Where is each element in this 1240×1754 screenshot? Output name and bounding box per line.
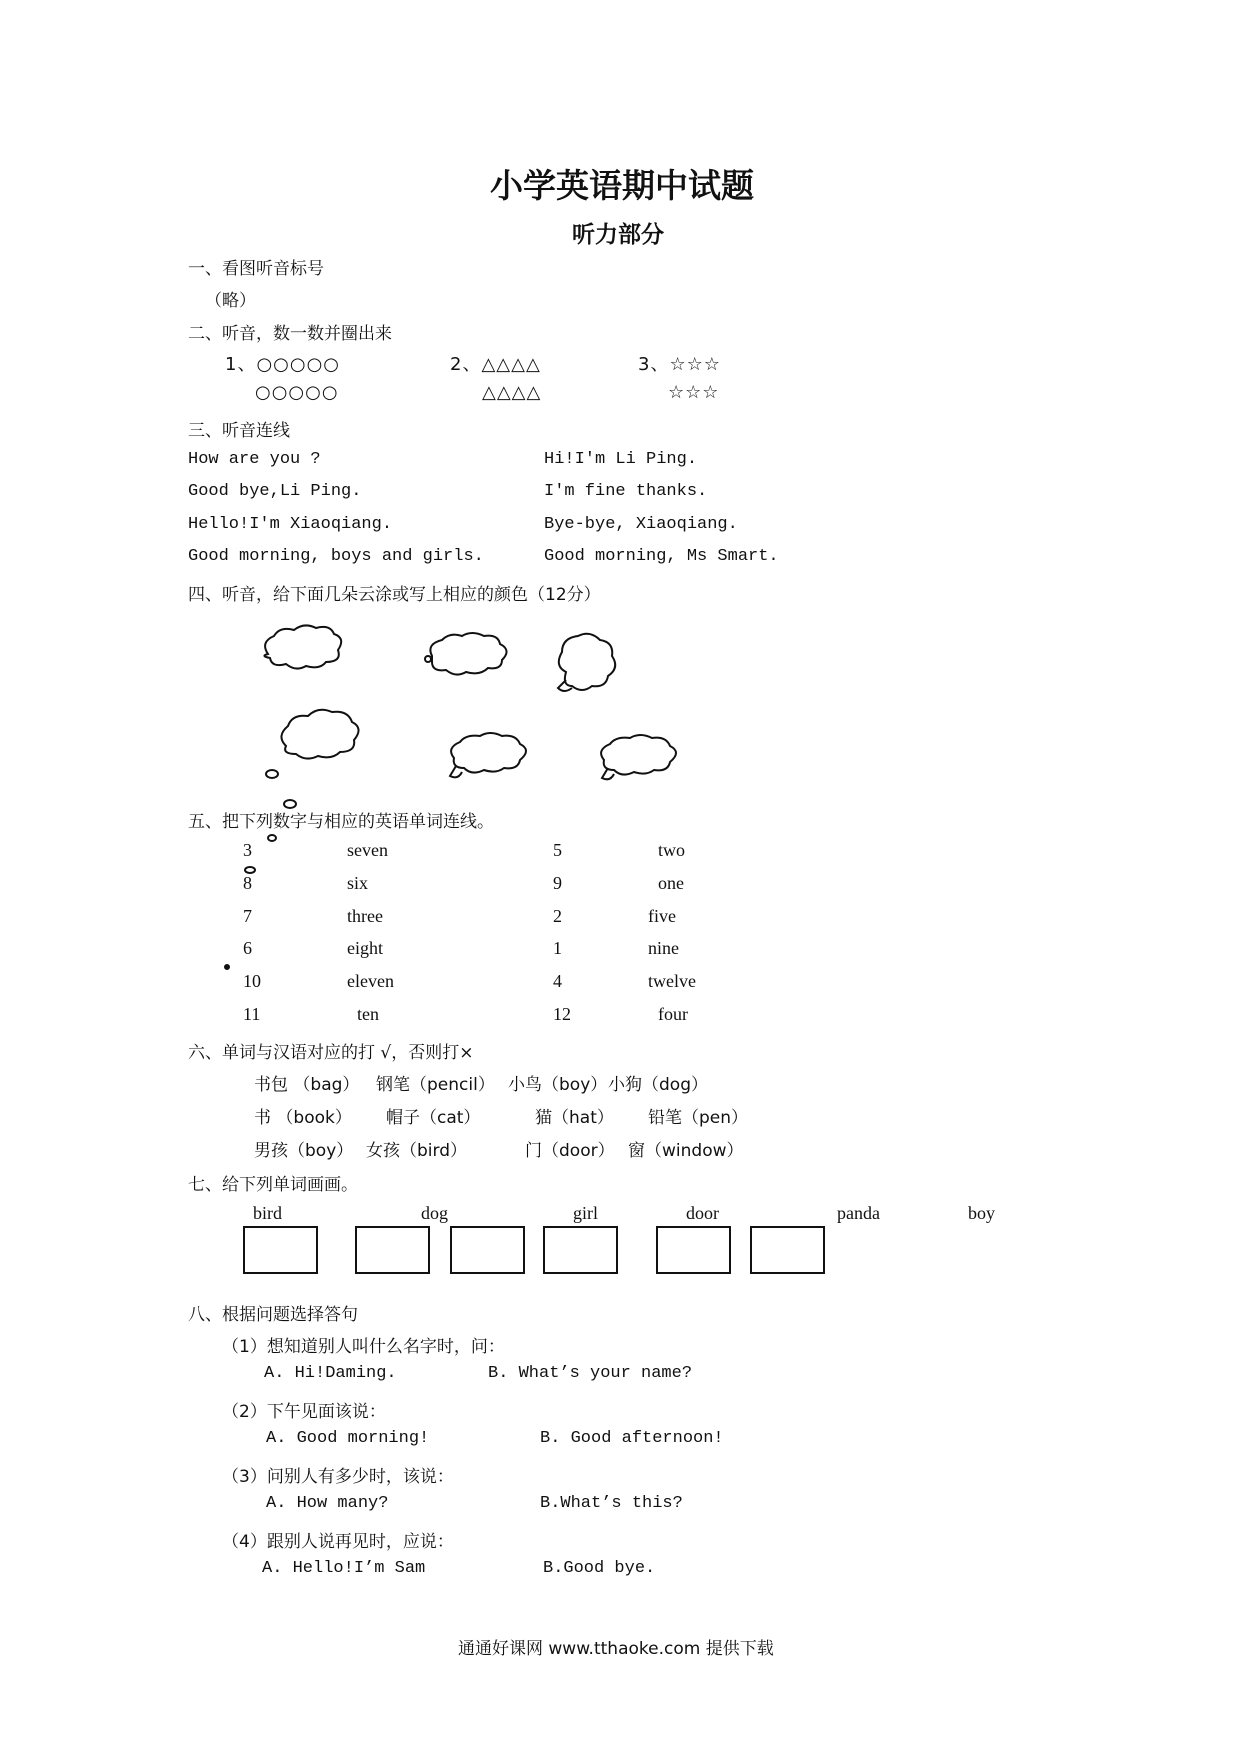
match-left-1: How are you ? bbox=[188, 450, 321, 469]
number-item: 10 bbox=[243, 971, 261, 991]
section-2-heading: 二、听音，数一数并圈出来 bbox=[188, 324, 392, 344]
match-right-2: I'm fine thanks. bbox=[544, 482, 708, 501]
question-prompt: （2）下午见面该说： bbox=[222, 1402, 386, 1422]
number-item: 4 bbox=[553, 971, 562, 991]
cloud-icon bbox=[559, 634, 615, 690]
match-left-4: Good morning, boys and girls. bbox=[188, 547, 484, 566]
number-item: 11 bbox=[243, 1004, 261, 1024]
word-item: eleven bbox=[347, 971, 394, 991]
word-item: two bbox=[658, 840, 685, 860]
drawing-box[interactable] bbox=[450, 1226, 525, 1274]
pair-item: 猫（hat） bbox=[535, 1108, 614, 1128]
page-title: 小学英语期中试题 bbox=[490, 166, 754, 205]
pair-item: 书 （book） bbox=[254, 1108, 352, 1128]
answer-option-a: A. Hi!Daming. bbox=[264, 1364, 397, 1383]
answer-option-b: B.Good bye. bbox=[543, 1559, 656, 1578]
drawing-box[interactable] bbox=[656, 1226, 731, 1274]
cloud-icon bbox=[264, 625, 341, 668]
pair-item: 窗（window） bbox=[628, 1141, 744, 1161]
number-item: 7 bbox=[243, 906, 252, 926]
pair-item: 女孩（bird） bbox=[366, 1141, 467, 1161]
pair-item: 小鸟（boy） bbox=[508, 1075, 608, 1095]
count-item-triangles-row2: △△△△ bbox=[482, 382, 542, 403]
number-item: 8 bbox=[243, 873, 252, 893]
number-item: 1 bbox=[553, 938, 562, 958]
count-item-stars-row2: ☆☆☆ bbox=[668, 382, 720, 403]
cloud-icon bbox=[281, 710, 358, 759]
word-item: five bbox=[648, 906, 676, 926]
answer-option-a: A. How many? bbox=[266, 1494, 389, 1513]
draw-word: door bbox=[686, 1203, 719, 1223]
section-3-heading: 三、听音连线 bbox=[188, 421, 290, 441]
pair-item: 男孩（boy） bbox=[254, 1141, 354, 1161]
count-item-triangles: 2、△△△△ bbox=[450, 354, 541, 375]
section-6-heading: 六、单词与汉语对应的打 √，否则打× bbox=[188, 1043, 474, 1063]
word-item: three bbox=[347, 906, 383, 926]
number-item: 3 bbox=[243, 840, 252, 860]
question-prompt: （3）问别人有多少时，该说： bbox=[222, 1467, 454, 1487]
word-item: ten bbox=[357, 1004, 379, 1024]
draw-word: girl bbox=[573, 1203, 598, 1223]
section-8-heading: 八、根据问题选择答句 bbox=[188, 1305, 358, 1325]
draw-word: panda bbox=[837, 1203, 880, 1223]
draw-word: dog bbox=[421, 1203, 448, 1223]
section-4-heading: 四、听音，给下面几朵云涂或写上相应的颜色（12分） bbox=[188, 585, 601, 605]
word-item: seven bbox=[347, 840, 388, 860]
match-right-4: Good morning, Ms Smart. bbox=[544, 547, 779, 566]
word-item: six bbox=[347, 873, 369, 893]
pair-item: 铅笔（pen） bbox=[648, 1108, 749, 1128]
match-right-3: Bye-bye, Xiaoqiang. bbox=[544, 515, 738, 534]
number-item: 2 bbox=[553, 906, 562, 926]
cloud-icon bbox=[451, 733, 526, 773]
answer-option-b: B. What’s your name? bbox=[488, 1364, 693, 1383]
drawing-box[interactable] bbox=[543, 1226, 618, 1274]
match-left-3: Hello!I'm Xiaoqiang. bbox=[188, 515, 393, 534]
match-right-1: Hi!I'm Li Ping. bbox=[544, 450, 698, 469]
section-1-note: （略） bbox=[205, 291, 256, 311]
drawing-box[interactable] bbox=[243, 1226, 318, 1274]
drawing-box[interactable] bbox=[355, 1226, 430, 1274]
pair-item: 书包 （bag） bbox=[254, 1075, 360, 1095]
word-item: eight bbox=[347, 938, 383, 958]
match-left-2: Good bye,Li Ping. bbox=[188, 482, 362, 501]
section-1-heading: 一、看图听音标号 bbox=[188, 259, 324, 279]
answer-option-a: A. Good morning! bbox=[266, 1429, 430, 1448]
pair-item: 钢笔（pencil） bbox=[376, 1075, 495, 1095]
word-item: twelve bbox=[648, 971, 696, 991]
page-footer: 通通好课网 www.tthaoke.com 提供下载 bbox=[458, 1639, 774, 1659]
pair-item: 小狗（dog） bbox=[608, 1075, 708, 1095]
draw-word: boy bbox=[968, 1203, 995, 1223]
count-item-circles-row2: ○○○○○ bbox=[255, 382, 339, 403]
page-subtitle: 听力部分 bbox=[572, 222, 664, 248]
draw-word: bird bbox=[253, 1203, 282, 1223]
answer-option-b: B. Good afternoon! bbox=[540, 1429, 724, 1448]
cloud-icon bbox=[601, 735, 676, 775]
number-item: 5 bbox=[553, 840, 562, 860]
count-item-circles: 1、○○○○○ bbox=[225, 354, 340, 375]
pair-item: 帽子（cat） bbox=[386, 1108, 481, 1128]
question-prompt: （1）想知道别人叫什么名字时，问： bbox=[222, 1337, 505, 1357]
cloud-icon bbox=[430, 633, 506, 675]
number-item: 6 bbox=[243, 938, 252, 958]
count-item-stars: 3、☆☆☆ bbox=[638, 354, 721, 375]
pair-item: 门（door） bbox=[525, 1141, 615, 1161]
question-prompt: （4）跟别人说再见时，应说： bbox=[222, 1532, 454, 1552]
word-item: nine bbox=[648, 938, 679, 958]
answer-option-b: B.What’s this? bbox=[540, 1494, 683, 1513]
drawing-box[interactable] bbox=[750, 1226, 825, 1274]
answer-option-a: A. Hello!I’m Sam bbox=[262, 1559, 426, 1578]
number-item: 12 bbox=[553, 1004, 571, 1024]
word-item: four bbox=[658, 1004, 688, 1024]
word-item: one bbox=[658, 873, 684, 893]
number-item: 9 bbox=[553, 873, 562, 893]
section-5-heading: 五、把下列数字与相应的英语单词连线。 bbox=[188, 812, 494, 832]
section-7-heading: 七、给下列单词画画。 bbox=[188, 1175, 358, 1195]
